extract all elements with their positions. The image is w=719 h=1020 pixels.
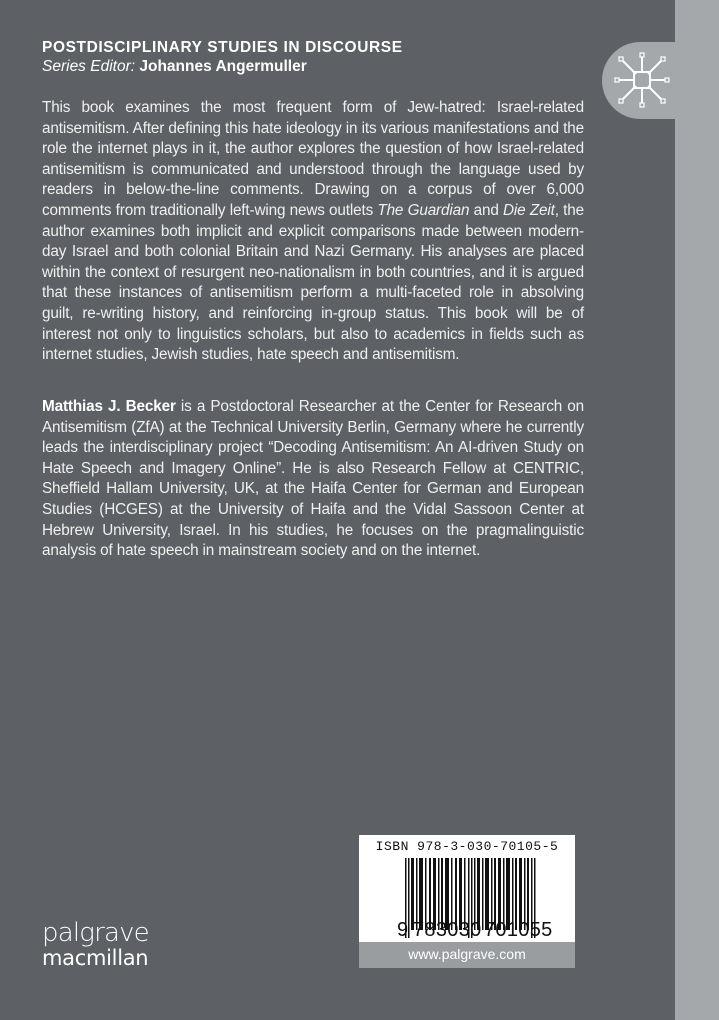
spine-strip xyxy=(675,0,719,1020)
blurb-text: , the author examines both implicit and explicit comparisons made between modern-day Israel and both colonial Britain and Nazi Germany. His analyses are placed within the context of resurgent neo-nationalism in both countries, and it is argued that these instances of antisemitism perform a multi-faceted role in absolving guilt, re-writing history, and reinforcing in-group status. This book will be of interest not only to linguistics scholars, but also to academics in fields such as internet studies, Jewish studies, hate speech and antisemitism. xyxy=(42,201,584,364)
barcode-digit-lead: 9 xyxy=(397,919,409,941)
network-chip-icon xyxy=(610,48,674,112)
series-editor-name: Johannes Angermuller xyxy=(139,58,307,75)
barcode-digits-left: 783030 xyxy=(413,919,482,941)
publisher-logo xyxy=(42,920,149,969)
logo-macmillan: macmillan xyxy=(42,946,149,970)
series-info xyxy=(42,38,403,77)
outlet-guardian: The Guardian xyxy=(377,201,470,219)
blurb-text: and xyxy=(469,201,504,219)
isbn-barcode-box xyxy=(359,835,575,968)
blurb-text: This book examines the most frequent form of Jew-hatred: Israel-related antisemitism. After defining this hate ideology in its various manifestations and the role the internet plays in it, the author explores the question of how Israel-related antisemitism is communicated and understood through the language used by readers in below-the-line comments. Drawing on a corpus of over 6,000 comments from traditionally left-wing news outlets xyxy=(42,99,584,219)
outlet-zeit: Die Zeit xyxy=(503,201,555,219)
series-title: POSTDISCIPLINARY STUDIES IN DISCOURSE xyxy=(42,39,403,56)
series-badge xyxy=(602,42,692,119)
series-editor xyxy=(42,57,403,77)
book-blurb xyxy=(42,98,584,366)
publisher-website[interactable]: www.palgrave.com xyxy=(359,942,575,968)
isbn-label: ISBN 978-3-030-70105-5 xyxy=(375,839,559,854)
author-bio xyxy=(42,397,584,562)
author-name: Matthias J. Becker xyxy=(42,398,176,415)
logo-palgrave: palgrave xyxy=(42,918,149,948)
bio-text: is a Postdoctoral Researcher at the Center for Research on Antisemitism (ZfA) at the Technical University Berlin, Germany where he currently leads the interdisciplinary project “Decoding Antisemitism: An AI-driven Study on Hate Speech and Imagery Online”. He is also Research Fellow at CENTRIC, Sheffield Hallam University, UK, at the Haifa Center for German and European Studies (HCGES) at the University of Haifa and the Vidal Sassoon Center at Hebrew University, Israel. In his studies, he focuses on the pragmalinguistic analysis of hate speech in mainstream society and on the internet. xyxy=(42,398,584,560)
series-editor-label: Series Editor: xyxy=(42,58,136,75)
barcode-digits-right: 701055 xyxy=(484,919,553,941)
